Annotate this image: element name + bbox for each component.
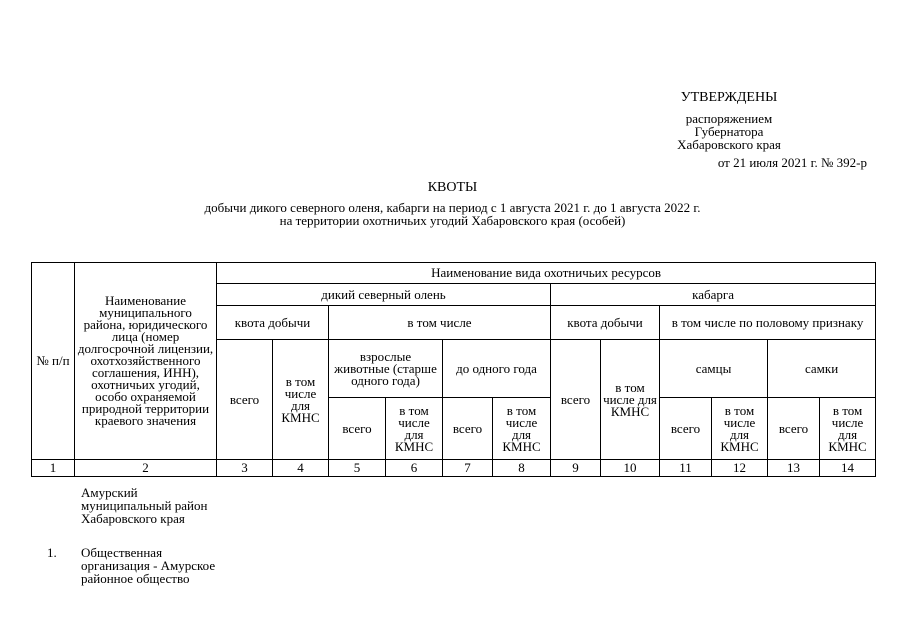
col-num-5: 5 [329,460,386,477]
header-number: № п/п [32,263,75,460]
district-name: Амурский муниципальный район Хабаровского края [81,485,208,526]
col-num-3: 3 [217,460,273,477]
header-musk-total: всего [551,340,601,460]
header-reindeer-quota: квота добычи [217,306,329,340]
col-num-12: 12 [712,460,768,477]
header-adults: взрослые животные (старше одного года) [329,340,443,398]
row-number: 1. [47,545,57,560]
document-subtitle [0,201,905,227]
header-reindeer: дикий северный олень [217,284,551,306]
col-num-2: 2 [75,460,217,477]
header-musk-kmns: в том числе для КМНС [601,340,660,460]
col-num-9: 9 [551,460,601,477]
header-adults-kmns: в том числе для КМНС [386,398,443,460]
header-reindeer-total: всего [217,340,273,460]
header-females: самки [768,340,876,398]
subtitle-line-1: добычи дикого северного оленя, кабарги на период с 1 августа 2021 г. до 1 августа 2022 г. [204,200,701,215]
column-number-row [32,460,876,477]
header-reindeer-kmns: в том числе для КМНС [273,340,329,460]
district-row [31,486,331,546]
header-females-kmns: в том числе для КМНС [820,398,876,460]
header-young-kmns: в том числе для КМНС [493,398,551,460]
col-num-13: 13 [768,460,820,477]
header-resources: Наименование вида охотничьих ресурсов [217,263,876,284]
header-musk-quota: квота добычи [551,306,660,340]
header-adults-total: всего [329,398,386,460]
header-reindeer-including: в том числе [329,306,551,340]
header-males-total: всего [660,398,712,460]
approval-title: УТВЕРЖДЕНЫ [680,90,778,105]
header-males: самцы [660,340,768,398]
subtitle-line-2: на территории охотничьих угодий Хабаровского края (особей) [279,213,626,228]
header-young: до одного года [443,340,551,398]
header-musk-deer: кабарга [551,284,876,306]
table-row [31,546,331,606]
approval-date: от 21 июля 2021 г. № 392-р [717,155,867,170]
col-num-7: 7 [443,460,493,477]
approval-line-2: Губернатора [694,124,764,139]
row-organization: Общественная организация - Амурское районное общество [81,545,216,586]
quota-table [31,262,876,477]
table-body [31,486,331,606]
approval-lines [649,112,809,151]
header-musk-including-sex: в том числе по половому признаку [660,306,876,340]
approval-line-1: распоряжением [685,111,773,126]
col-num-10: 10 [601,460,660,477]
header-young-total: всего [443,398,493,460]
col-num-6: 6 [386,460,443,477]
col-num-8: 8 [493,460,551,477]
col-num-11: 11 [660,460,712,477]
col-num-1: 1 [32,460,75,477]
header-females-total: всего [768,398,820,460]
document-title: КВОТЫ [427,180,478,195]
approval-line-3: Хабаровского края [677,137,781,152]
header-name: Наименование муниципального района, юридического лица (номер долгосрочной лицензии, охотхозяйственного соглашения, ИНН), охотничьих угодий, особо охраняемой природной территории краевого значения [75,263,217,460]
header-males-kmns: в том числе для КМНС [712,398,768,460]
col-num-4: 4 [273,460,329,477]
col-num-14: 14 [820,460,876,477]
